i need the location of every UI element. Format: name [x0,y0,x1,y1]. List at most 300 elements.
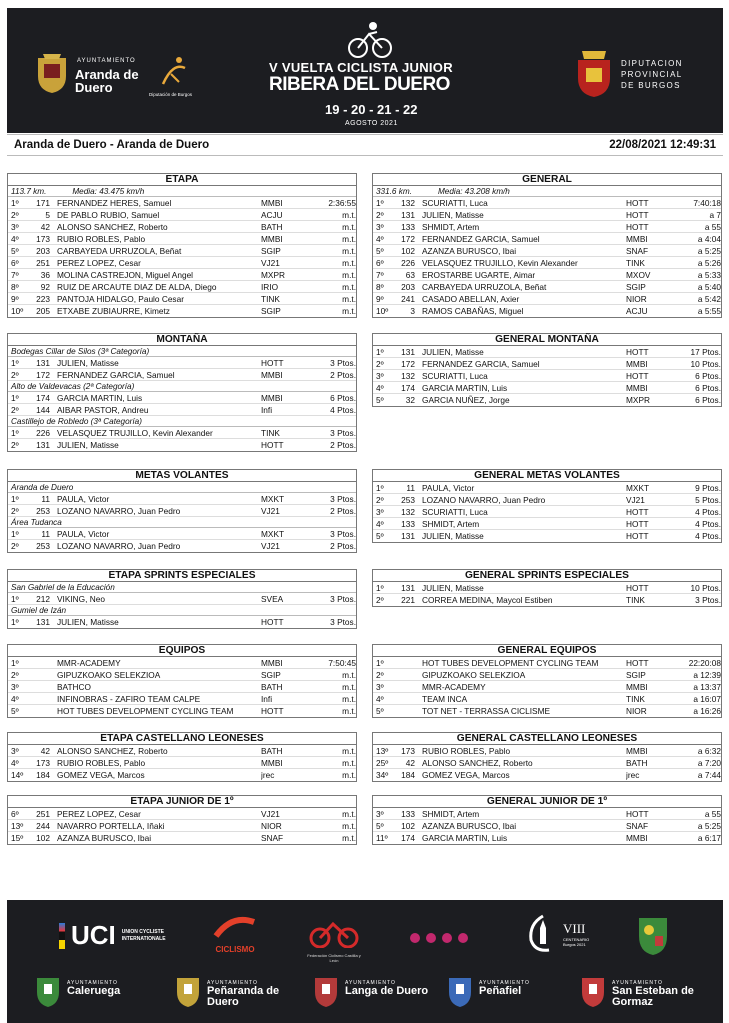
table-row [373,530,721,542]
team-cell: MMBI [261,198,283,208]
name-cell: ALONSO SANCHEZ, Roberto [57,222,168,232]
rank-cell: 2º [11,405,19,415]
table-row [373,518,721,530]
dorsal-cell: 133 [401,519,415,529]
result-cell: a 7 [709,210,721,220]
name-cell: GIPUZKOAKO SELEKZIOA [57,670,161,680]
name-cell: LOZANO NAVARRO, Juan Pedro [57,541,181,551]
name-cell: ALONSO SANCHEZ, Roberto [422,758,533,768]
town-prefix: AYUNTAMIENTO [345,980,396,986]
town-name: Langa de Duero [345,985,429,997]
dorsal-cell: 131 [401,347,415,357]
result-cell: a 6:32 [697,746,721,756]
result-cell: m.t. [342,670,356,680]
section-title: ETAPA CASTELLANO LEONESES [8,733,356,745]
table-row [8,669,356,681]
table-row [373,757,721,769]
rank-cell: 11º [376,833,388,843]
name-cell: MMR-ACADEMY [57,658,121,668]
viii-sub-label: CENTENARIO Burgos 2021 [563,937,590,947]
dorsal-cell: 132 [401,371,415,381]
name-cell: DE PABLO RUBIO, Samuel [57,210,160,220]
table-row [8,757,356,769]
table-row [8,439,356,451]
stage-route: Aranda de Duero - Aranda de Duero [14,139,210,151]
table-row [373,197,721,209]
rank-cell: 2º [11,506,19,516]
town-name: Caleruega [67,985,121,997]
ciclismo-swoosh-icon [212,914,258,940]
table-row [8,745,356,757]
table-row [8,357,356,369]
rank-cell: 1º [11,594,19,604]
dorsal-cell: 132 [401,507,415,517]
rank-cell: 2º [376,359,384,369]
table-row [8,245,356,257]
rank-cell: 4º [11,758,19,768]
event-month: AGOSTO 2021 [345,120,398,127]
table-row [8,369,356,381]
table-row [8,427,356,439]
name-cell: RAMOS CABAÑAS, Miguel [422,306,524,316]
team-cell: MXKT [261,494,285,504]
team-cell: MMBI [261,658,283,668]
result-cell: 3 Ptos. [695,595,721,605]
rank-cell: 10º [11,306,24,316]
name-cell: RUBIO ROBLES, Pablo [57,234,146,244]
team-cell: jrec [626,770,640,780]
rank-cell: 4º [376,519,384,529]
result-cell: 3 Ptos. [330,358,356,368]
rank-cell: 4º [376,694,384,704]
team-cell: VJ21 [261,541,280,551]
name-cell: GARCIA MARTIN, Luis [57,393,143,403]
name-cell: SCURIATTI, Luca [422,371,488,381]
town-prefix: AYUNTAMIENTO [207,980,258,986]
average-speed-label: Media: 43.475 km/h [72,187,145,196]
result-cell: a 5:26 [697,258,721,268]
result-cell: m.t. [342,246,356,256]
dorsal-cell: 133 [401,809,415,819]
dorsal-cell: 11 [406,483,415,493]
name-cell: SCURIATTI, Luca [422,507,488,517]
section-title: GENERAL [373,174,721,186]
team-cell: TINK [626,595,645,605]
name-cell: MMR-ACADEMY [422,682,486,692]
dorsal-cell: 221 [401,595,415,605]
rank-cell: 1º [11,358,19,368]
etapa-table [7,173,357,318]
name-cell: INFINOBRAS - ZAFIRO TEAM CALPE [57,694,201,704]
rank-cell: 4º [376,234,384,244]
table-row [373,245,721,257]
name-cell: SHMIDT, Artem [422,519,480,529]
section-title: GENERAL EQUIPOS [373,645,721,657]
general-metas-volantes-table [372,469,722,543]
table-row [373,705,721,717]
rank-cell: 13º [376,746,389,756]
table-row [373,358,721,370]
rank-cell: 5º [376,246,384,256]
fed-label: Federación Ciclismo Castilla y León [307,953,361,963]
name-cell: AZANZA BURUSCO, Ibai [422,246,517,256]
uci-logo [59,920,178,951]
rank-cell: 1º [11,428,19,438]
rank-cell: 1º [11,198,19,208]
name-cell: CARBAYEDA URRUZOLA, Beñat [57,246,182,256]
table-row [8,505,356,517]
dorsal-cell: 131 [401,531,415,541]
result-cell: a 12:39 [693,670,721,680]
town-name: San Esteban de Gormaz [612,985,694,1008]
rank-cell: 2º [376,495,384,505]
rank-cell: 15º [11,833,24,843]
name-cell: VELASQUEZ TRUJILLO, Kevin Alexander [57,428,213,438]
table-row [373,257,721,269]
dorsal-cell: 226 [36,428,50,438]
name-cell: RUIZ DE ARCAUTE DIAZ DE ALDA, Diego [57,282,217,292]
team-cell: HOTT [261,440,284,450]
result-cell: m.t. [342,234,356,244]
team-cell: SGIP [626,670,646,680]
name-cell: HOT TUBES DEVELOPMENT CYCLING TEAM [57,706,234,716]
name-cell: GARCIA MARTIN, Luis [422,383,508,393]
team-cell: HOTT [626,658,649,668]
result-cell: a 4:04 [697,234,721,244]
team-cell: HOTT [261,358,284,368]
team-cell: SVEA [261,594,284,604]
rank-cell: 1º [11,529,19,539]
town-shield-icon [35,974,61,1008]
result-cell: 22:20:08 [688,658,721,668]
team-cell: SNAF [626,821,649,831]
result-cell: 10 Ptos. [690,583,721,593]
table-row [8,197,356,209]
dorsal-cell: 173 [36,758,50,768]
dorsal-cell: 144 [36,405,50,415]
result-cell: 3 Ptos. [330,529,356,539]
name-cell: CORREA MEDINA, Maycol Estiben [422,595,553,605]
team-cell: SNAF [261,833,284,843]
rank-cell: 9º [376,294,384,304]
team-cell: MMBI [261,393,283,403]
name-cell: RUBIO ROBLES, Pablo [57,758,146,768]
rank-cell: 1º [11,393,19,403]
team-cell: BATH [261,746,283,756]
castellano-leoneses-table [7,732,357,782]
name-cell: JULIEN, Matisse [57,440,119,450]
team-cell: HOTT [626,371,649,381]
name-cell: JULIEN, Matisse [57,358,119,368]
team-cell: HOTT [626,507,649,517]
table-row [8,305,356,317]
table-row [373,808,721,820]
team-cell: HOTT [626,210,649,220]
section-subtitle [373,186,721,197]
result-cell: m.t. [342,833,356,843]
result-cell: a 5:25 [697,821,721,831]
dorsal-cell: 36 [40,270,50,280]
section-title: GENERAL SPRINTS ESPECIALES [373,570,721,582]
event-title-line2: RIBERA DEL DUERO [269,74,450,95]
result-cell: 6 Ptos. [330,393,356,403]
team-cell: TINK [626,258,645,268]
team-cell: SNAF [626,246,649,256]
table-row [8,493,356,505]
table-row [373,820,721,832]
name-cell: PAULA, Victor [422,483,475,493]
team-cell: HOTT [626,198,649,208]
rank-cell: 1º [376,347,384,357]
result-cell: m.t. [342,770,356,780]
table-row [373,394,721,406]
group-subtitle: San Gabriel de la Educación [8,582,356,593]
rank-cell: 4º [11,234,19,244]
table-row [8,269,356,281]
team-cell: MXOV [626,270,651,280]
result-cell: a 5:42 [697,294,721,304]
result-cell: a 55 [704,809,721,819]
town-prefix: AYUNTAMIENTO [67,980,118,986]
name-cell: VIKING, Neo [57,594,105,604]
name-cell: AIBAR PASTOR, Andreu [57,405,149,415]
result-cell: 3 Ptos. [330,617,356,627]
table-row [373,494,721,506]
rank-cell: 1º [11,658,19,668]
table-row [8,616,356,628]
dorsal-cell: 205 [36,306,50,316]
result-cell: m.t. [342,809,356,819]
general-equipos-table [372,644,722,718]
rank-cell: 1º [376,198,384,208]
team-cell: MMBI [626,234,648,244]
dorsal-cell: 63 [405,270,415,280]
name-cell: FERNANDEZ GARCIA, Samuel [422,359,540,369]
rank-cell: 2º [376,595,384,605]
table-row [373,293,721,305]
dorsal-cell: 174 [401,383,415,393]
rank-cell: 13º [11,821,24,831]
result-cell: m.t. [342,210,356,220]
team-cell: MXPR [261,270,285,280]
dorsal-cell: 251 [36,809,50,819]
rank-cell: 6º [11,809,19,819]
dorsal-cell: 42 [40,222,50,232]
name-cell: TEAM INCA [422,694,468,704]
name-cell: NAVARRO PORTELLA, Iñaki [57,821,165,831]
result-cell: 2 Ptos. [330,506,356,516]
rank-cell: 1º [11,494,19,504]
dorsal-cell: 5 [45,210,50,220]
name-cell: LOZANO NAVARRO, Juan Pedro [422,495,546,505]
name-cell: FERNANDEZ HERES, Samuel [57,198,172,208]
name-cell: GIPUZKOAKO SELEKZIOA [422,670,526,680]
name-cell: CASADO ABELLAN, Axier [422,294,520,304]
table-row [373,594,721,606]
name-cell: GARCIA NUÑEZ, Jorge [422,395,510,405]
rank-cell: 2º [11,670,19,680]
result-cell: m.t. [342,682,356,692]
table-row [373,482,721,494]
section-title: EQUIPOS [8,645,356,657]
rank-cell: 5º [376,531,384,541]
rank-cell: 8º [11,282,19,292]
rank-cell: 10º [376,306,389,316]
result-cell: m.t. [342,694,356,704]
result-cell: 10 Ptos. [690,359,721,369]
rank-cell: 2º [11,440,19,450]
table-row [373,370,721,382]
table-row [373,582,721,594]
rank-cell: 7º [376,270,384,280]
team-cell: MMBI [626,746,648,756]
result-cell: a 5:25 [697,246,721,256]
junior-table [7,795,357,845]
table-row [8,404,356,416]
rank-cell: 5º [11,706,19,716]
table-row [8,540,356,552]
team-cell: MMBI [261,758,283,768]
name-cell: SHMIDT, Artem [422,222,480,232]
result-cell: a 16:07 [693,694,721,704]
table-row [8,657,356,669]
result-cell: 6 Ptos. [695,371,721,381]
general-sprints-especiales-table [372,569,722,607]
result-cell: a 16:26 [693,706,721,716]
event-title-line1: V VUELTA CICLISTA JUNIOR [269,60,453,75]
result-cell: m.t. [342,282,356,292]
rank-cell: 3º [376,371,384,381]
section-title: ETAPA [8,174,356,186]
name-cell: HOT TUBES DEVELOPMENT CYCLING TEAM [422,658,599,668]
dorsal-cell: 226 [401,258,415,268]
name-cell: AZANZA BURUSCO, Ibai [57,833,152,843]
town-prefix: AYUNTAMIENTO [612,980,663,986]
rank-cell: 1º [376,583,384,593]
town-shield-icon [313,974,339,1008]
result-cell: m.t. [342,306,356,316]
result-cell: a 5:33 [697,270,721,280]
team-cell: NIOR [626,294,647,304]
sprints-especiales-table [7,569,357,629]
team-cell: NIOR [261,821,282,831]
general-table [372,173,722,318]
rank-cell: 8º [376,282,384,292]
rank-cell: 25º [376,758,389,768]
dorsal-cell: 184 [401,770,415,780]
table-row [373,832,721,844]
result-cell: 9 Ptos. [695,483,721,493]
dorsal-cell: 203 [401,282,415,292]
fed-logo [303,914,365,963]
team-cell: MMBI [626,682,648,692]
dorsal-cell: 102 [36,833,50,843]
dorsal-cell: 172 [401,234,415,244]
table-row [8,705,356,717]
dorsal-cell: 212 [36,594,50,604]
team-cell: IRIO [261,282,279,292]
cathedral-icon [527,914,559,954]
result-cell: m.t. [342,294,356,304]
table-row [8,281,356,293]
result-cell: m.t. [342,821,356,831]
rank-cell: 2º [11,541,19,551]
pink-riders-icon [405,920,471,950]
result-cell: 3 Ptos. [330,428,356,438]
rank-cell: 2º [11,370,19,380]
dorsal-cell: 131 [36,358,50,368]
team-cell: MXKT [261,529,285,539]
dorsal-cell: 174 [36,393,50,403]
result-cell: a 7:20 [697,758,721,768]
table-row [373,657,721,669]
name-cell: SHMIDT, Artem [422,809,480,819]
name-cell: RUBIO ROBLES, Pablo [422,746,511,756]
team-cell: TINK [626,694,645,704]
rank-cell: 9º [11,294,19,304]
name-cell: PEREZ LOPEZ, Cesar [57,809,141,819]
rank-cell: 2º [376,210,384,220]
name-cell: FERNANDEZ GARCIA, Samuel [57,370,175,380]
team-cell: VJ21 [261,506,280,516]
result-cell: a 5:40 [697,282,721,292]
team-cell: HOTT [626,531,649,541]
town-left-name: Aranda de Duero [75,67,139,95]
section-title: GENERAL METAS VOLANTES [373,470,721,482]
result-cell: m.t. [342,746,356,756]
result-cell: m.t. [342,706,356,716]
rank-cell: 5º [376,395,384,405]
dorsal-cell: 184 [36,770,50,780]
name-cell: GOMEZ VEGA, Marcos [57,770,145,780]
table-row [8,293,356,305]
name-cell: EROSTARBE UGARTE, Aimar [422,270,536,280]
distance-label: 331.6 km. [376,187,412,196]
rank-cell: 1º [11,617,19,627]
dorsal-cell: 11 [41,529,50,539]
rank-cell: 7º [11,270,19,280]
table-row [8,808,356,820]
diputacion-small-label: Diputación de Burgos [149,92,193,97]
result-cell: 4 Ptos. [330,405,356,415]
group-subtitle: Castillejo de Robledo (3ª Categoría) [8,416,356,427]
team-cell: SGIP [626,282,646,292]
rank-cell: 4º [11,694,19,704]
town-shield-icon [175,974,201,1008]
rank-cell: 3º [376,682,384,692]
name-cell: GARCIA MARTIN, Luis [422,833,508,843]
fed-cyclist-icon [307,914,361,948]
team-cell: MMBI [626,359,648,369]
sponsor-left-label: AYUNTAMIENTO [77,58,136,64]
result-cell: 4 Ptos. [695,507,721,517]
table-row [373,269,721,281]
dorsal-cell: 131 [401,210,415,220]
rank-cell: 3º [376,222,384,232]
name-cell: JULIEN, Matisse [422,583,484,593]
team-cell: ACJU [626,306,648,316]
name-cell: ETXABE ZUBIAURRE, Kimetz [57,306,170,316]
dorsal-cell: 11 [41,494,50,504]
section-title: GENERAL CASTELLANO LEONESES [373,733,721,745]
name-cell: BATHCO [57,682,91,692]
result-cell: 2 Ptos. [330,370,356,380]
result-cell: 7:50:45 [328,658,356,668]
name-cell: JULIEN, Matisse [57,617,119,627]
rank-cell: 6º [11,258,19,268]
team-cell: MXPR [626,395,650,405]
group-subtitle: Área Tudanca [8,517,356,528]
